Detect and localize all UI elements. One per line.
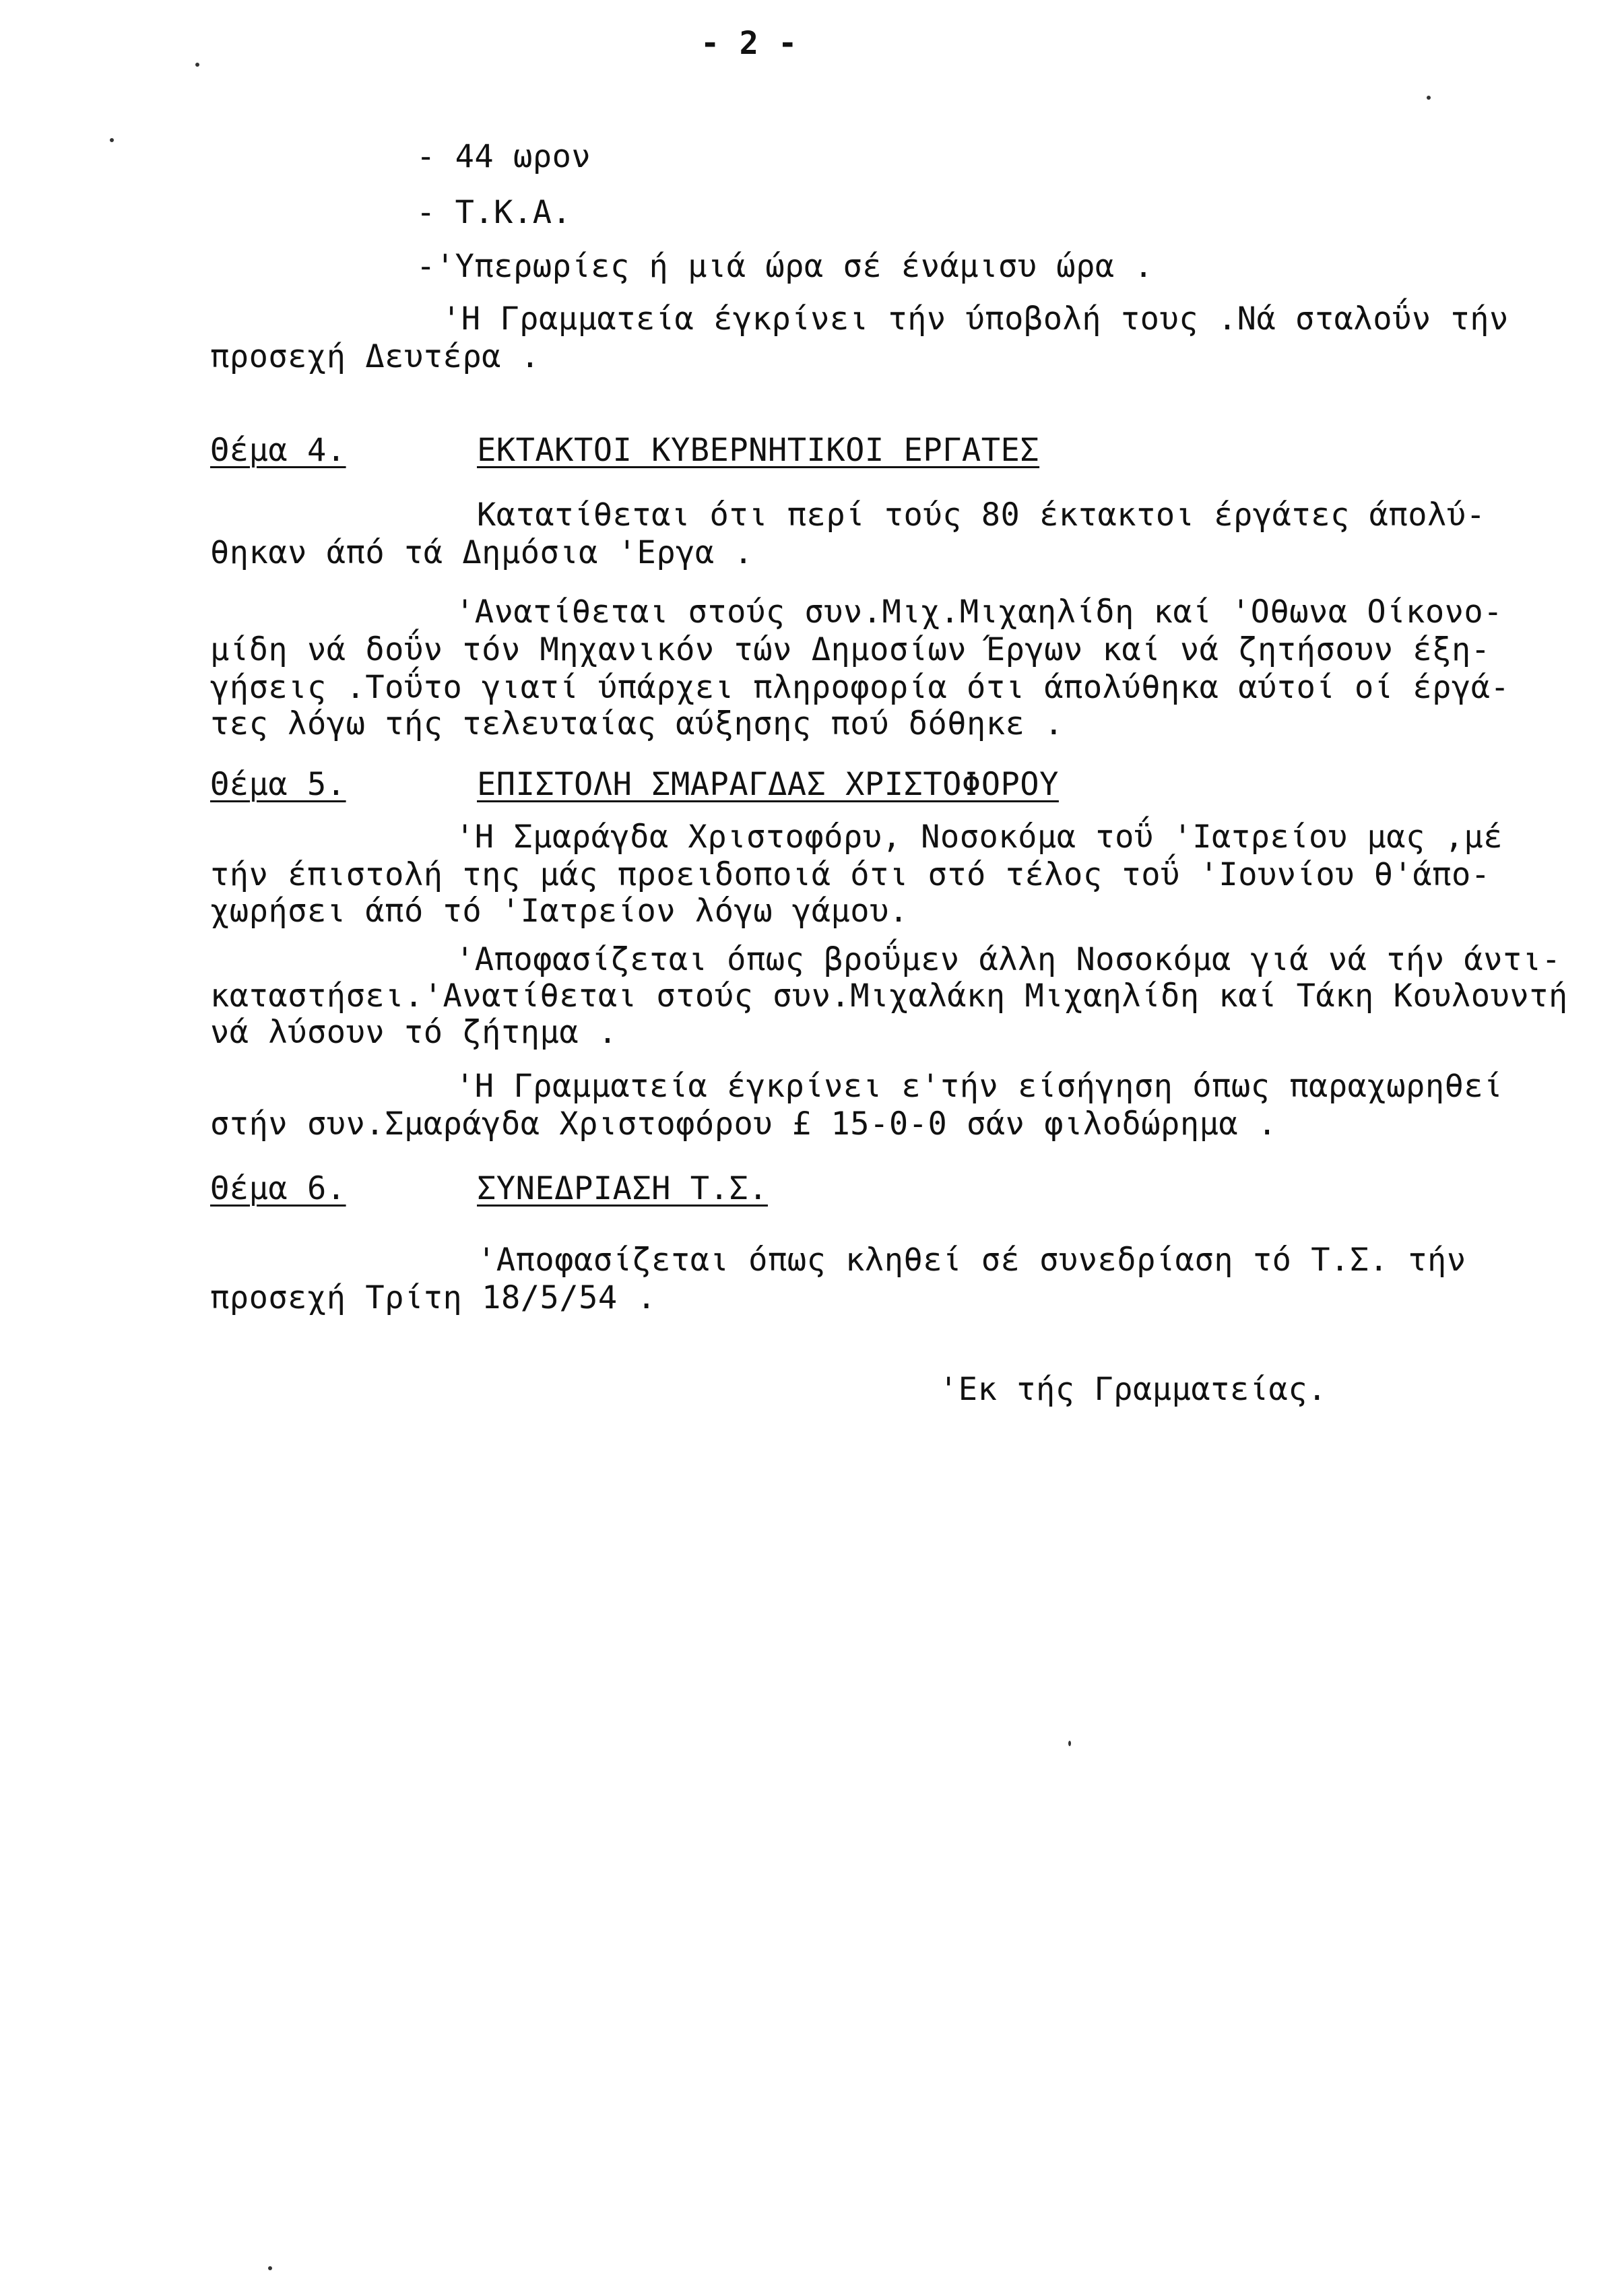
scan-speck <box>195 63 199 67</box>
topic6-label: Θέμα 6. <box>210 1170 346 1207</box>
topic5-heading: ΕΠΙΣΤΟΛΗ ΣΜΑΡΑΓΔΑΣ ΧΡΙΣΤΟΦΟΡΟΥ <box>477 766 1059 803</box>
topic5-paragraph-line: 'Η Γραμματεία έγκρίνει ε'τήν είσήγηση όπως παραχωρηθεί <box>455 1068 1503 1105</box>
topic5-paragraph-line: τήν έπιστολή της μάς προειδοποιά ότι στό τέλος τοΰ 'Ιουνίου θ'άπο- <box>210 856 1491 893</box>
scan-speck <box>110 138 114 142</box>
list-item: - 44 ωρον <box>416 138 591 175</box>
list-item: -'Υπερωρίες ή μιά ώρα σέ ένάμισυ ώρα . <box>416 248 1154 285</box>
topic5-paragraph-line: στήν συν.Σμαράγδα Χριστοφόρου £ 15-0-0 σάν φιλοδώρημα . <box>210 1105 1277 1143</box>
topic5-paragraph-line: χωρήσει άπό τό 'Ιατρείον λόγω γάμου. <box>210 893 909 930</box>
intro-paragraph-line: 'Η Γραμματεία έγκρίνει τήν ύποβολή τους .Νά σταλοΰν τήν <box>442 300 1509 338</box>
intro-paragraph-line: προσεχή Δευτέρα . <box>210 338 540 375</box>
topic5-label: Θέμα 5. <box>210 766 346 803</box>
scan-speck <box>1068 1741 1071 1746</box>
topic6-paragraph-line: προσεχή Τρίτη 18/5/54 . <box>210 1279 657 1316</box>
signature-line: 'Εκ τής Γραμματείας. <box>939 1371 1327 1408</box>
topic4-paragraph-line: γήσεις .Τοΰτο γιατί ύπάρχει πληροφορία ότι άπολύθηκα αύτοί οί έργά- <box>210 669 1510 706</box>
topic5-paragraph-line: καταστήσει.'Ανατίθεται στούς συν.Μιχαλάκη Μιχαηλίδη καί Τάκη Κουλουντή <box>210 977 1568 1015</box>
topic5-paragraph-line: νά λύσουν τό ζήτημα . <box>210 1014 618 1051</box>
scan-speck <box>1427 96 1431 100</box>
topic4-paragraph-line: 'Ανατίθεται στούς συν.Μιχ.Μιχαηλίδη καί 'Οθωνα Οίκονο- <box>455 593 1503 631</box>
topic4-paragraph-line: μίδη νά δοΰν τόν Μηχανικόν τών Δημοσίων Έργων καί νά ζητήσουν έξη- <box>210 631 1491 668</box>
topic6-heading: ΣΥΝΕΔΡΙΑΣΗ Τ.Σ. <box>477 1170 768 1207</box>
topic4-paragraph-line: τες λόγω τής τελευταίας αύξησης πού δόθηκε . <box>210 705 1064 742</box>
topic4-label: Θέμα 4. <box>210 432 346 469</box>
scan-speck <box>268 2266 272 2270</box>
page-number: - 2 - <box>701 25 798 62</box>
topic5-paragraph-line: 'Η Σμαράγδα Χριστοφόρυ, Νοσοκόμα τοΰ 'Ιατρείου μας ,μέ <box>455 818 1503 856</box>
topic6-paragraph-line: 'Αποφασίζεται όπως κληθεί σέ συνεδρίαση τό Τ.Σ. τήν <box>477 1242 1466 1279</box>
topic4-paragraph-line: Κατατίθεται ότι περί τούς 80 έκτακτοι έργάτες άπολύ- <box>477 496 1486 534</box>
list-item: - Τ.Κ.Α. <box>416 194 572 231</box>
topic5-paragraph-line: 'Αποφασίζεται όπως βροΰμεν άλλη Νοσοκόμα γιά νά τήν άντι- <box>455 941 1561 978</box>
topic4-heading: ΕΚΤΑΚΤΟΙ ΚΥΒΕΡΝΗΤΙΚΟΙ ΕΡΓΑΤΕΣ <box>477 432 1040 469</box>
topic4-paragraph-line: θηκαν άπό τά Δημόσια 'Εργα . <box>210 534 754 571</box>
